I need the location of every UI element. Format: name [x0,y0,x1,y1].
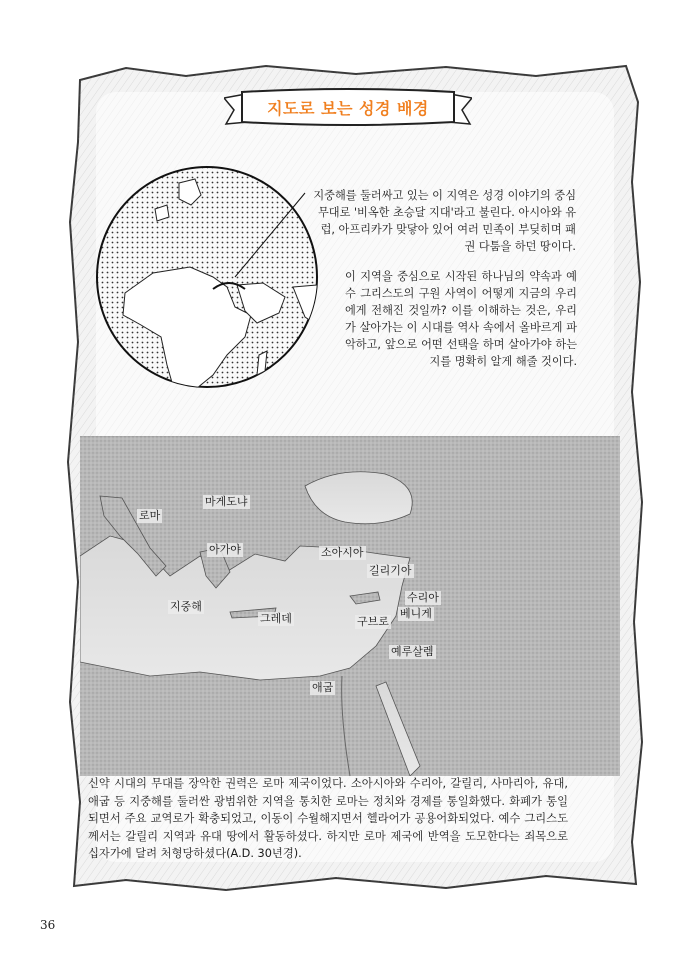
map-label-crete: 그레데 [260,612,292,625]
page-number: 36 [40,918,56,932]
body-paragraph: 신약 시대의 무대를 장악한 권력은 로마 제국이었다. 소아시아와 수리아, 갈릴리, 사마리아, 유대, 애굽 등 지중해를 둘러싼 광범위한 지역을 통치한 로마는 정치와 경제를 통일화했다. 화폐가 통일되면서 주요 교역로가 확충되었고, 이동이 수월해지면서 헬라어가 공용어화되었다. 예수 그리스도께서는 갈릴리 지역과 유대 땅에서 활동하셨다. 하지만 로마 제국에 반역을 도모한다는 죄목으로 십자가에 달려 처형당하셨다(A.D. 30년경). [88,777,568,860]
map-label-galatia: 길리기아 [369,564,412,577]
map-label-cyprus: 구브로 [357,615,389,628]
map-label-mediterranean: 지중해 [170,600,202,613]
map-label-egypt: 애굽 [312,681,334,694]
globe-illustration [95,165,320,390]
map-label-rome: 로마 [139,509,161,522]
map-label-achaia: 아가야 [209,543,241,556]
map-label-jerusalem: 예루살렘 [391,645,434,658]
title-banner [224,88,472,132]
map-label-phoenicia: 베니게 [400,607,432,620]
map-label-macedonia: 마게도냐 [205,495,248,508]
mediterranean-map [80,436,620,776]
intro-paragraph-1: 지중해를 둘러싸고 있는 이 지역은 성경 이야기의 중심무대로 '비옥한 초승달 지대'라고 불린다. 아시아와 유럽, 아프리카가 맞닿아 있어 여러 민족이 부딪히며 패권 다툼을 하던 땅이다. [313,189,576,253]
intro-paragraph-2: 이 지역을 중심으로 시작된 하나님의 약속과 예수 그리스도의 구원 사역이 어떻게 지금의 우리에게 전해진 것일까? 이를 이해하는 것은, 우리가 살아가는 이 시대를 역사 속에서 올바르게 파악하고, 앞으로 어떤 선택을 하며 살아가야 하는지를 명확히 알게 해줄 것이다. [345,270,577,368]
map-label-syria: 수리아 [407,591,439,604]
page-title: 지도로 보는 성경 배경 [267,99,429,118]
map-label-asia-minor: 소아시아 [321,546,364,559]
